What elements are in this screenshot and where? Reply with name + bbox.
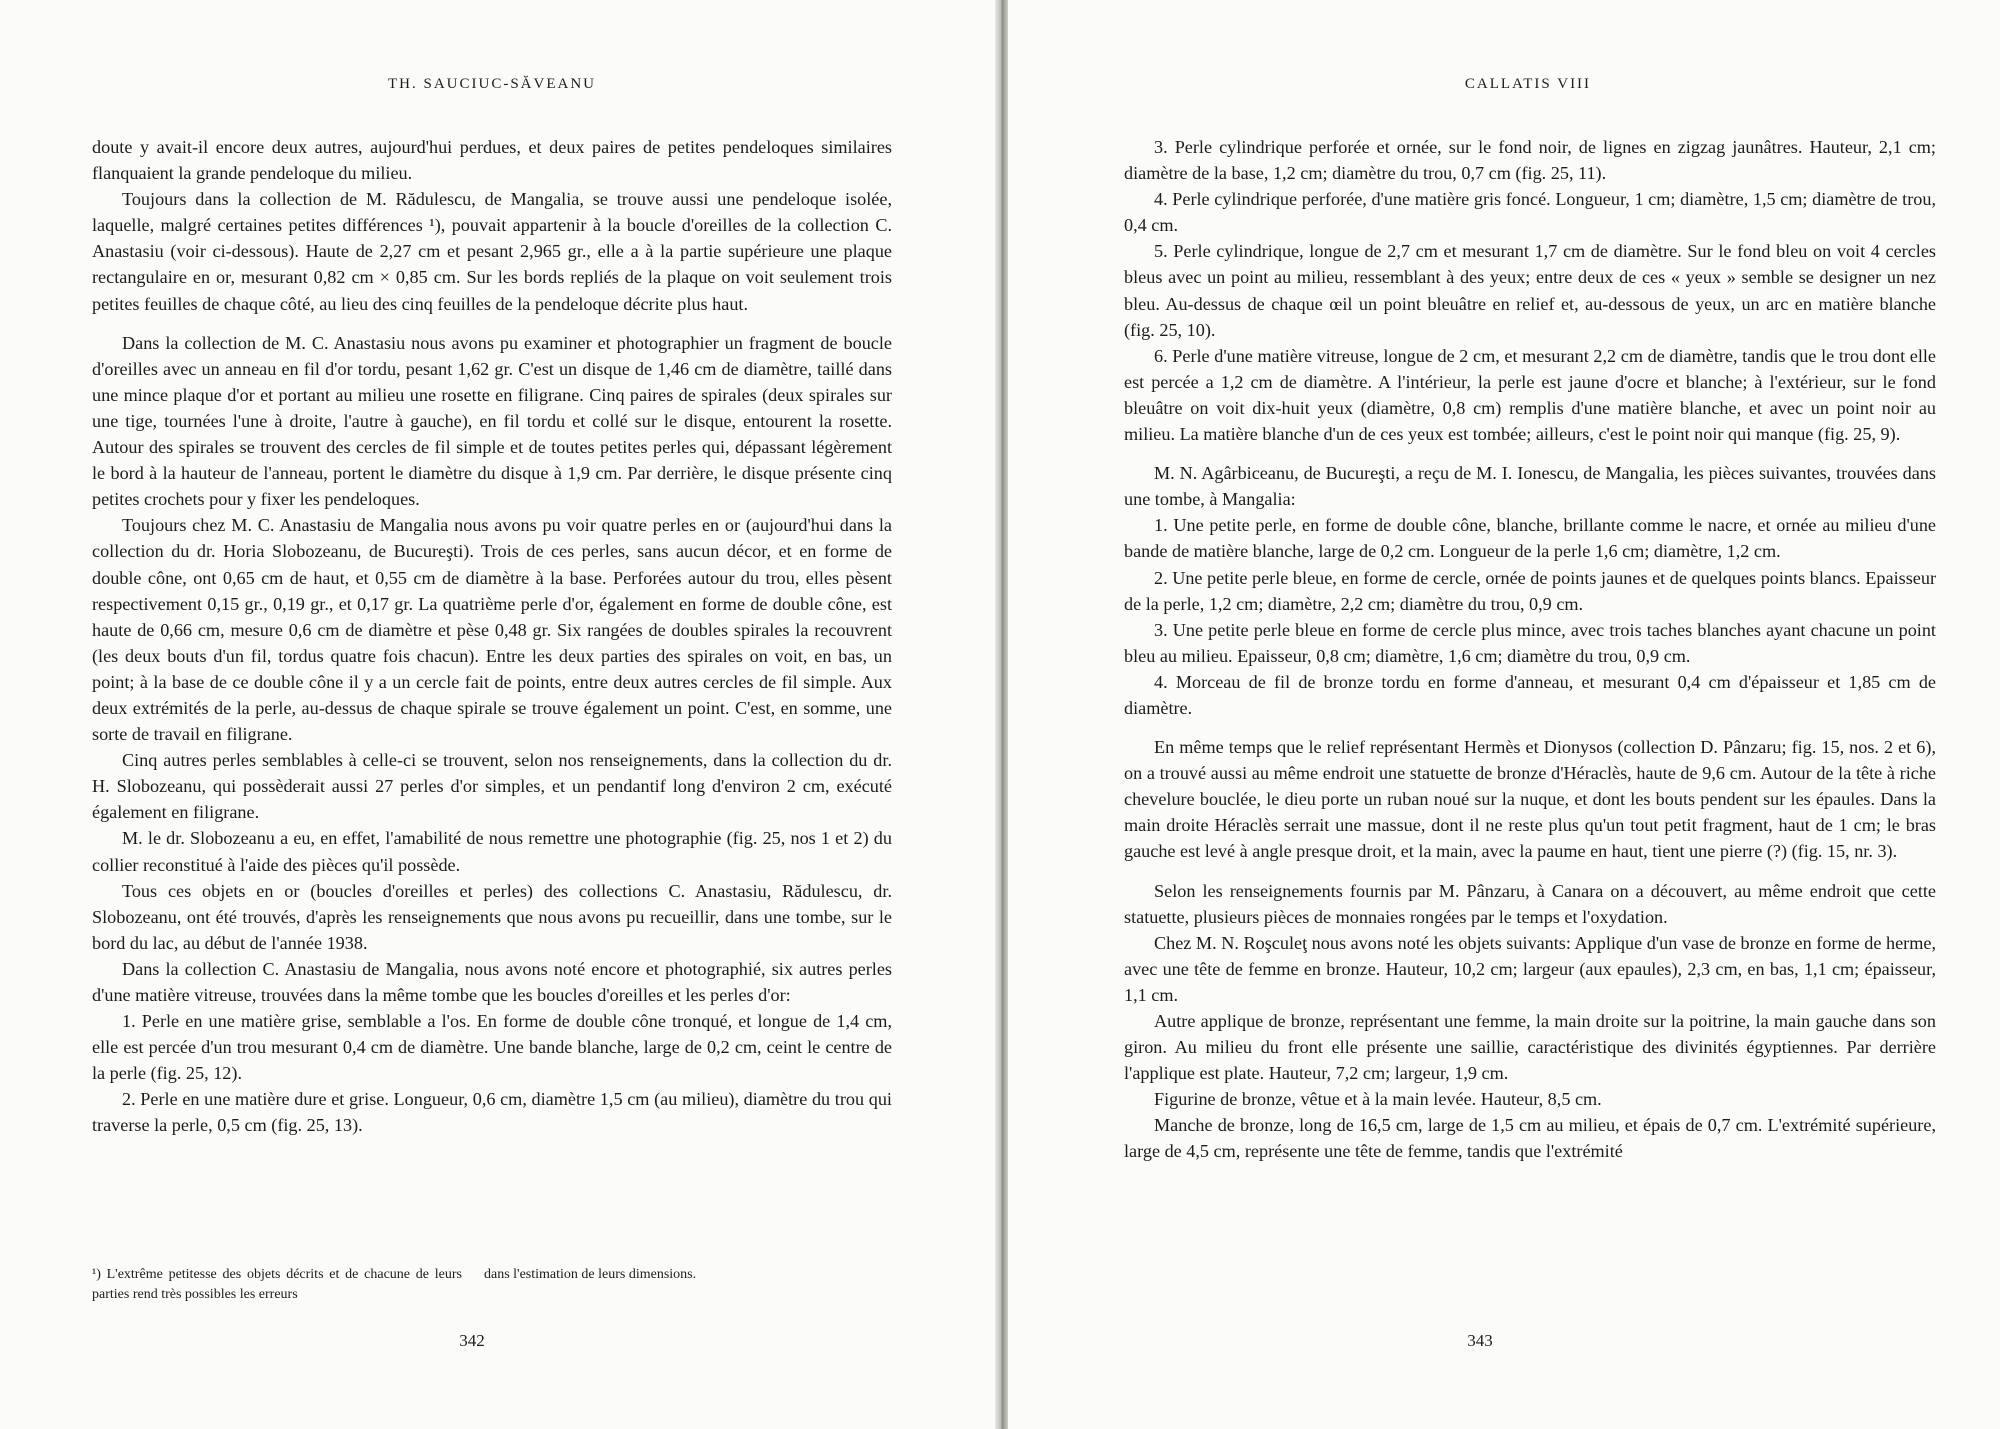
paragraph: 3. Perle cylindrique perforée et ornée, sur le fond noir, de lignes en zigzag jaunâtres. Hauteur, 2,1 cm; diamètre de la base, 1,2 cm; diamètre du trou, 0,7 cm (fig. 25, 11). [1124, 137, 1936, 184]
right-page [1008, 0, 2000, 1429]
right-page-text [1124, 134, 1936, 1165]
paragraph: doute y avait-il encore deux autres, aujourd'hui perdues, et deux paires de petites pendeloques similaires flanquaient la grande pendeloque du milieu. [92, 137, 892, 184]
paragraph: Chez M. N. Roşculeţ nous avons noté les objets suivants: Applique d'un vase de bronze en forme de herme, avec une tête de femme en bronze. Hauteur, 10,2 cm; largeur (aux epaules), 2,3 cm, en bas, 1,1 cm; épaisseur, 1,1 cm. [1124, 932, 1936, 1005]
paragraph: Manche de bronze, long de 16,5 cm, large de 1,5 cm au milieu, et épais de 0,7 cm. L'extrémité supérieure, large de 4,5 cm, représente une tête de femme, tandis que l'extrémité [1124, 1115, 1936, 1162]
page-number-left: 342 [459, 1331, 485, 1350]
paragraph: 2. Une petite perle bleue, en forme de cercle, ornée de points jaunes et de quelques points blancs. Epaisseur de la perle, 1,2 cm; diamètre, 2,2 cm; diamètre du trou, 0,9 cm. [1124, 567, 1936, 614]
page-number-right: 343 [1467, 1331, 1493, 1350]
paragraph: Figurine de bronze, vêtue et à la main levée. Hauteur, 8,5 cm. [1154, 1089, 1602, 1110]
paragraph: 4. Morceau de fil de bronze tordu en forme d'anneau, et mesurant 0,4 cm d'épaisseur et 1,85 cm de diamètre. [1124, 671, 1936, 718]
paragraph: 4. Perle cylindrique perforée, d'une matière gris foncé. Longueur, 1 cm; diamètre, 1,5 cm; diamètre de trou, 0,4 cm. [1124, 189, 1936, 236]
left-page [0, 0, 995, 1429]
left-page-text [92, 134, 892, 1139]
paragraph: M. N. Agârbiceanu, de Bucureşti, a reçu de M. I. Ionescu, de Mangalia, les pièces suivantes, trouvées dans une tombe, à Mangalia: [1124, 463, 1936, 510]
paragraph: 5. Perle cylindrique, longue de 2,7 cm et mesurant 1,7 cm de diamètre. Sur le fond bleu on voit 4 cercles bleus avec un point au milieu, ressemblant à des yeux; entre deux de ces « yeux » semble se designer un nez bleu. Au-dessus de chaque œil un point bleuâtre en relief et, au-dessous de yeux, un arc en matière blanche (fig. 25, 10). [1124, 241, 1936, 340]
paragraph: 6. Perle d'une matière vitreuse, longue de 2 cm, et mesurant 2,2 cm de diamètre, tandis que le trou dont elle est percée a 1,2 cm de diamètre. A l'intérieur, la perle est jaune d'ocre et blanche; à l'extérieur, sur le fond bleuâtre on voit dix-huit yeux (diamètre, 0,8 cm) remplis d'une matière blanche, et avec un point noir au milieu. La matière blanche d'un de ces yeux est tombée; ailleurs, c'est le point noir qui manque (fig. 25, 9). [1124, 345, 1936, 445]
paragraph: 2. Perle en une matière dure et grise. Longueur, 0,6 cm, diamètre 1,5 cm (au milieu), diamètre du trou qui traverse la perle, 0,5 cm (fig. 25, 13). [92, 1089, 892, 1136]
paragraph: Dans la collection de M. C. Anastasiu nous avons pu examiner et photographier un fragment de boucle d'oreilles avec un anneau en fil d'or tordu, pesant 1,62 gr. C'est un disque de 1,46 cm de diamètre, taillé dans une mince plaque d'or et portant au milieu une rosette en filigrane. Cinq paires de spirales (deux spirales sur une tige, tournées l'une à droite, l'autre à gauche), en fil tordu et collé sur le disque, entourent la rosette. Autour des spirales se trouvent des cercles de fil simple et de toutes petites perles qui, dépassant légèrement le bord à la hauteur de l'anneau, portent le diamètre du disque à 1,9 cm. Par derrière, le disque présente cinq petites crochets pour y fixer les pendeloques. [92, 332, 892, 510]
paragraph: Dans la collection C. Anastasiu de Mangalia, nous avons noté encore et photographié, six autres perles d'une matière vitreuse, trouvées dans la même tombe que les boucles d'oreilles et les perles d'or: [92, 958, 892, 1005]
paragraph: Tous ces objets en or (boucles d'oreilles et perles) des collections C. Anastasiu, Rădulescu, dr. Slobozeanu, ont été trouvés, d'après les renseignements que nous avons pu recueillir, dans une tombe, sur le bord du lac, au début de l'année 1938. [92, 880, 892, 953]
running-head-right: CALLATIS VIII [1464, 76, 1592, 92]
footnote-text-a: ¹) L'extrême petitesse des objets décrits et de chacune de leurs parties rend très possibles les erreurs [92, 1267, 462, 1302]
paragraph: Toujours dans la collection de M. Rădulescu, de Mangalia, se trouve aussi une pendeloque isolée, laquelle, malgré certaines petites différences ¹), pouvait appartenir à la boucle d'oreilles de la collection C. Anastasiu (voir ci-dessous). Haute de 2,27 cm et pesant 2,965 gr., elle a à la partie supérieure une plaque rectangulaire en or, mesurant 0,82 cm × 0,85 cm. Sur les bords repliés de la plaque on voit seulement trois petites feuilles de chaque côté, au lieu des cinq feuilles de la pendeloque décrite plus haut. [92, 189, 892, 314]
book-gutter [995, 0, 1008, 1429]
paragraph: Cinq autres perles semblables à celle-ci se trouvent, selon nos renseignements, dans la collection du dr. H. Slobozeanu, qui possèderait aussi 27 perles d'or simples, et un pendantif long d'environ 2 cm, exécuté également en filigrane. [92, 750, 892, 823]
paragraph: Selon les renseignements fournis par M. Pânzaru, à Canara on a découvert, au même endroit que cette statuette, plusieurs pièces de monnaies rongées par le temps et l'oxydation. [1124, 880, 1936, 927]
running-head-left: TH. SAUCIUC-SĂVEANU [387, 76, 596, 92]
paragraph: M. le dr. Slobozeanu a eu, en effet, l'amabilité de nous remettre une photographie (fig. 25, nos 1 et 2) du collier reconstitué à l'aide des pièces qu'il possède. [92, 828, 892, 875]
paragraph: 1. Une petite perle, en forme de double cône, blanche, brillante comme le nacre, et ornée au milieu d'une bande de matière blanche, large de 0,2 cm. Longueur de la perle 1,6 cm; diamètre, 1,2 cm. [1124, 515, 1936, 562]
footnote-text-b: dans l'estimation de leurs dimensions. [484, 1267, 697, 1282]
paragraph: 1. Perle en une matière grise, semblable a l'os. En forme de double cône tronqué, et longue de 1,4 cm, elle est percée d'un trou mesurant 0,4 cm de diamètre. Une bande blanche, large de 0,2 cm, ceint le centre de la perle (fig. 25, 12). [92, 1011, 892, 1084]
paragraph: Toujours chez M. C. Anastasiu de Mangalia nous avons pu voir quatre perles en or (aujourd'hui dans la collection du dr. Horia Slobozeanu, de Bucureşti). Trois de ces perles, sans aucun décor, et en forme de double cône, ont 0,65 cm de haut, et 0,55 cm de diamètre à la base. Perforées autour du trou, elles pèsent respectivement 0,15 gr., 0,19 gr., et 0,17 gr. La quatrième perle d'or, également en forme de double cône, est haute de 0,66 cm, mesure 0,6 cm de diamètre et pèse 0,48 gr. Six rangées de doubles spirales la recouvrent (les deux bouts d'un fil, tordus quatre fois chacun). Entre les deux parties des spirales on voit, en bas, un point; à la base de ce double cône il y a un cercle fait de points, entre deux autres cercles de fil simple. Aux deux extrémités de la perle, au-dessus de chaque spirale se trouve également un point. C'est, en somme, une sorte de travail en filigrane. [92, 515, 892, 745]
paragraph: Autre applique de bronze, représentant une femme, la main droite sur la poitrine, la main gauche dans son giron. Au milieu du front elle présente une saillie, caractéristique des divinités égyptiennes. Par derrière l'applique est plate. Hauteur, 7,2 cm; largeur, 1,9 cm. [1124, 1011, 1936, 1084]
paragraph: En même temps que le relief représentant Hermès et Dionysos (collection D. Pânzaru; fig. 15, nos. 2 et 6), on a trouvé aussi au même endroit une statuette de bronze d'Héraclès, haute de 9,6 cm. Autour de la tête à riche chevelure bouclée, le dieu porte un ruban noué sur la nuque, et dont les bouts pendent sur les épaules. Dans la main droite Héraclès serrait une massue, dont il ne reste plus qu'un tout petit fragment, haut de 1 cm; le bras gauche est levé à angle presque droit, et la main, avec la paume en haut, tient une pierre (?) (fig. 15, nr. 3). [1124, 737, 1936, 862]
paragraph: 3. Une petite perle bleue en forme de cercle plus mince, avec trois taches blanches ayant chacune un point bleu au milieu. Epaisseur, 0,8 cm; diamètre, 1,6 cm; diamètre du trou, 0,9 cm. [1124, 619, 1936, 666]
